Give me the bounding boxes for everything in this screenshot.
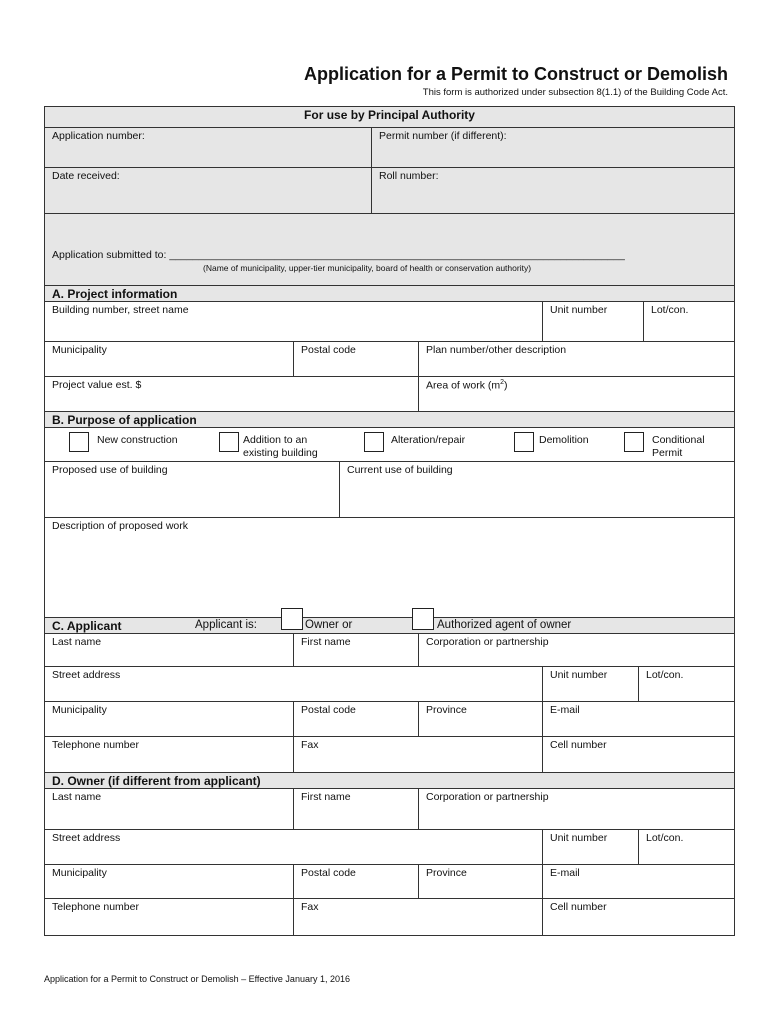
building-number-field[interactable]	[45, 302, 543, 342]
description-label: Description of proposed work	[52, 520, 188, 532]
owner-corporation-label: Corporation or partnership	[426, 791, 549, 803]
project-value-label: Project value est. $	[52, 379, 142, 391]
alteration-label: Alteration/repair	[391, 434, 466, 446]
applicant-municipality-field[interactable]	[45, 702, 294, 737]
applicant-province-field[interactable]	[419, 702, 543, 737]
conditional-label-line2: Permit	[652, 447, 683, 459]
unit-number-field[interactable]	[543, 302, 644, 342]
owner-first-name-field[interactable]	[294, 789, 419, 830]
lot-con-label: Lot/con.	[651, 304, 689, 316]
owner-province-label: Province	[426, 867, 467, 879]
applicant-street-label: Street address	[52, 669, 121, 681]
unit-number-label: Unit number	[550, 304, 608, 316]
owner-unit-label: Unit number	[550, 832, 608, 844]
applicant-municipality-label: Municipality	[52, 704, 107, 716]
owner-last-name-label: Last name	[52, 791, 102, 803]
date-received-label: Date received:	[52, 170, 120, 182]
applicant-street-field[interactable]	[45, 667, 543, 702]
applicant-postal-label: Postal code	[301, 704, 356, 716]
applicant-corporation-field[interactable]	[419, 634, 734, 667]
project-value-field[interactable]	[45, 377, 419, 412]
applicant-email-field[interactable]	[543, 702, 734, 737]
plan-number-field[interactable]	[419, 342, 734, 377]
owner-or-label: Owner or	[305, 619, 353, 631]
agent-checkbox[interactable]	[412, 608, 434, 630]
owner-cell-label: Cell number	[550, 901, 607, 913]
owner-postal-label: Postal code	[301, 867, 356, 879]
applicant-cell-field[interactable]	[543, 737, 734, 773]
applicant-cell-label: Cell number	[550, 739, 607, 751]
area-of-work-label: Area of work (m	[426, 379, 501, 392]
area-of-work-field[interactable]	[419, 377, 734, 412]
section-d-heading: D. Owner (if different from applicant)	[45, 773, 734, 789]
owner-telephone-field[interactable]	[45, 899, 294, 935]
applicant-fax-label: Fax	[301, 739, 319, 751]
addition-label-line1: Addition to an	[243, 434, 308, 446]
demolition-checkbox[interactable]	[514, 432, 534, 452]
conditional-permit-checkbox[interactable]	[624, 432, 644, 452]
submitted-to-label: Application submitted to: ______________________________________________________________________________	[52, 249, 625, 261]
current-use-label: Current use of building	[347, 464, 453, 476]
owner-street-field[interactable]	[45, 830, 543, 865]
section-a-heading: A. Project information	[45, 286, 734, 302]
area-close: )	[504, 379, 508, 392]
applicant-last-name-field[interactable]	[45, 634, 294, 667]
owner-postal-field[interactable]	[294, 865, 419, 899]
roll-number-label: Roll number:	[379, 170, 439, 182]
applicant-lot-label: Lot/con.	[646, 669, 684, 681]
new-construction-label: New construction	[97, 434, 178, 446]
owner-unit-field[interactable]	[543, 830, 639, 865]
owner-municipality-label: Municipality	[52, 867, 107, 879]
roll-number-field[interactable]	[372, 168, 734, 214]
footer-text: Application for a Permit to Construct or Demolish – Effective January 1, 2016	[44, 974, 350, 984]
owner-corporation-field[interactable]	[419, 789, 734, 830]
building-number-label: Building number, street name	[52, 304, 189, 316]
permit-form	[44, 106, 735, 936]
applicant-telephone-label: Telephone number	[52, 739, 139, 751]
addition-checkbox[interactable]	[219, 432, 239, 452]
applicant-last-name-label: Last name	[52, 636, 102, 648]
applicant-is-label: Applicant is:	[195, 619, 258, 631]
municipality-label: Municipality	[52, 344, 107, 356]
proposed-use-label: Proposed use of building	[52, 464, 168, 476]
proposed-use-field[interactable]	[45, 462, 340, 518]
lot-con-field[interactable]	[644, 302, 734, 342]
postal-code-label: Postal code	[301, 344, 356, 356]
new-construction-checkbox[interactable]	[69, 432, 89, 452]
owner-email-field[interactable]	[543, 865, 734, 899]
owner-checkbox[interactable]	[281, 608, 303, 630]
section-c-title: C. Applicant	[52, 619, 122, 633]
owner-lot-field[interactable]	[639, 830, 734, 865]
application-number-field[interactable]	[45, 128, 372, 168]
applicant-corporation-label: Corporation or partnership	[426, 636, 549, 648]
date-received-field[interactable]	[45, 168, 372, 214]
applicant-fax-field[interactable]	[294, 737, 543, 773]
form-subtitle: This form is authorized under subsection 8(1.1) of the Building Code Act.	[422, 87, 728, 98]
owner-cell-field[interactable]	[543, 899, 734, 935]
applicant-email-label: E-mail	[550, 704, 580, 716]
permit-number-field[interactable]	[372, 128, 734, 168]
alteration-checkbox[interactable]	[364, 432, 384, 452]
applicant-lot-field[interactable]	[639, 667, 734, 702]
submitted-to-hint: (Name of municipality, upper-tier municipality, board of health or conservation authority)	[203, 263, 532, 273]
postal-code-field[interactable]	[294, 342, 419, 377]
applicant-postal-field[interactable]	[294, 702, 419, 737]
owner-lot-label: Lot/con.	[646, 832, 684, 844]
area-superscript: 2	[500, 379, 505, 386]
permit-number-label: Permit number (if different):	[379, 130, 507, 142]
owner-telephone-label: Telephone number	[52, 901, 139, 913]
description-field[interactable]	[45, 518, 734, 618]
applicant-first-name-label: First name	[301, 636, 351, 648]
applicant-unit-field[interactable]	[543, 667, 639, 702]
applicant-province-label: Province	[426, 704, 467, 716]
owner-email-label: E-mail	[550, 867, 580, 879]
owner-first-name-label: First name	[301, 791, 351, 803]
owner-fax-field[interactable]	[294, 899, 543, 935]
agent-label: Authorized agent of owner	[437, 619, 572, 631]
applicant-unit-label: Unit number	[550, 669, 608, 681]
demolition-label: Demolition	[539, 434, 589, 446]
conditional-label-line1: Conditional	[652, 434, 705, 446]
owner-fax-label: Fax	[301, 901, 319, 913]
applicant-telephone-field[interactable]	[45, 737, 294, 773]
owner-province-field[interactable]	[419, 865, 543, 899]
application-number-label: Application number:	[52, 130, 145, 142]
addition-label-line2: existing building	[243, 447, 318, 459]
current-use-field[interactable]	[340, 462, 734, 518]
section-c-heading	[45, 618, 734, 634]
owner-last-name-field[interactable]	[45, 789, 294, 830]
authority-heading: For use by Principal Authority	[45, 107, 734, 128]
applicant-first-name-field[interactable]	[294, 634, 419, 667]
owner-street-label: Street address	[52, 832, 121, 844]
owner-municipality-field[interactable]	[45, 865, 294, 899]
form-title: Application for a Permit to Construct or Demolish	[303, 64, 728, 84]
plan-number-label: Plan number/other description	[426, 344, 567, 356]
section-b-heading: B. Purpose of application	[45, 412, 734, 428]
municipality-field[interactable]	[45, 342, 294, 377]
